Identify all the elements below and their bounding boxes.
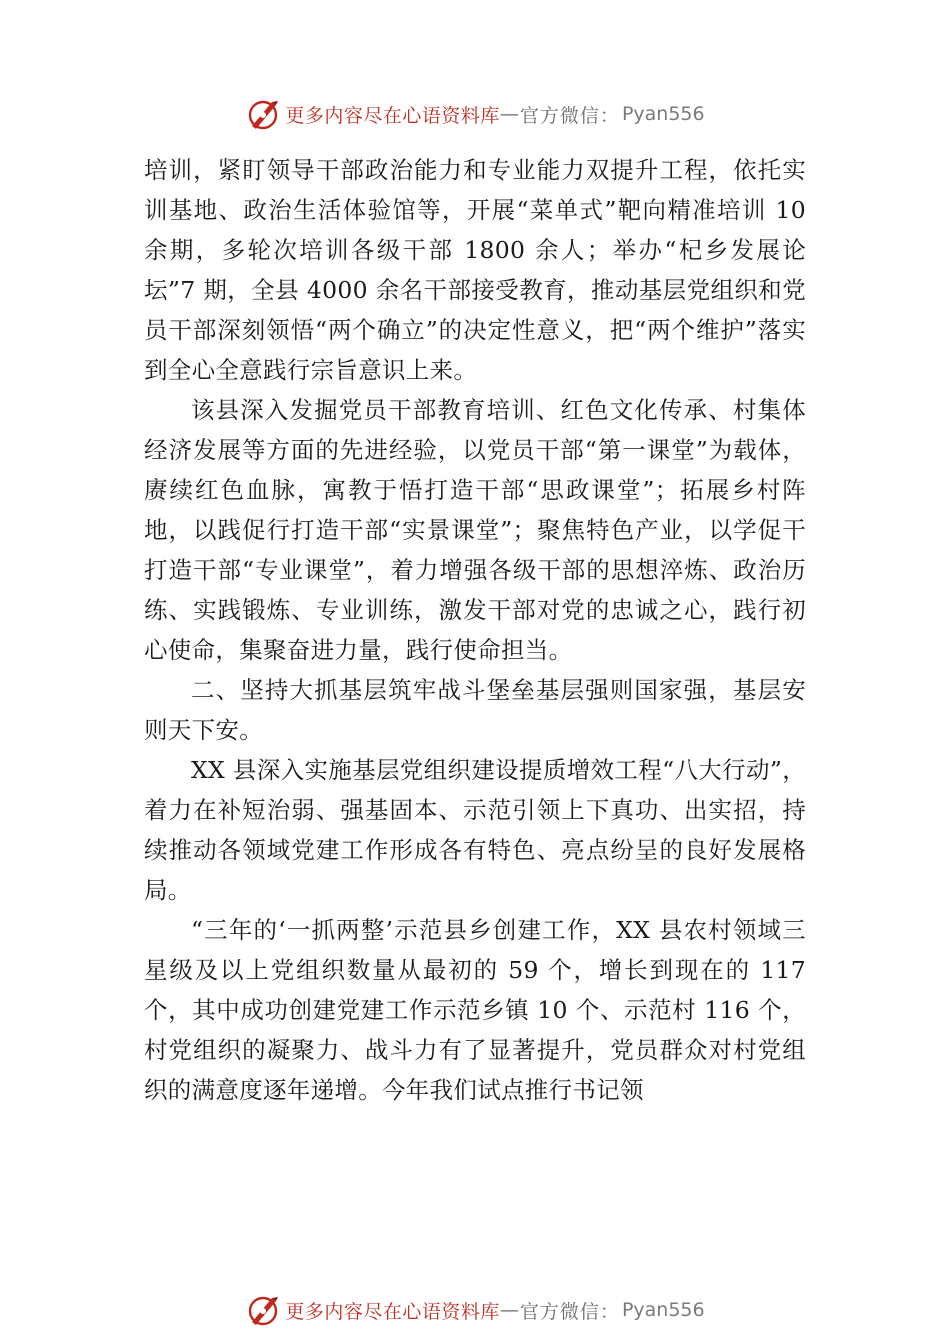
document-body	[144, 150, 806, 1110]
footer-banner-id: Pyan556	[621, 1299, 705, 1321]
paragraph-2: 该县深入发掘党员干部教育培训、红色文化传承、村集体经济发展等方面的先进经验，以党员干部“第一课堂”为载体，赓续红色血脉，寓教于悟打造干部“思政课堂”；拓展乡村阵地，以践促行打造干部“实景课堂”；聚焦特色产业，以学促干打造干部“专业课堂”，着力增强各级干部的思想淬炼、政治历练、实践锻炼、专业训练，激发干部对党的忠诚之心，践行初心使命，集聚奋进力量，践行使命担当。	[144, 396, 806, 664]
paragraph-4: “三年的‘一抓两整’示范县乡创建工作，XX 县农村领域三星级及以上党组织数量从最初的 59 个，增长到现在的 117 个，其中成功创建党建工作示范乡镇 10 个、示范村 116 个，村党组织的凝聚力、战斗力有了显著提升，党员群众对村党组织的满意度逐年递增。今年我们试点推行书记领	[144, 916, 806, 1104]
footer-banner-label: 官方微信：	[519, 1300, 620, 1323]
pen-circle-logo-icon	[245, 96, 281, 132]
header-banner-label: 官方微信：	[519, 104, 620, 127]
section-heading: 二、坚持大抓基层筑牢战斗堡垒基层强则国家强，基层安则天下安。	[144, 676, 806, 744]
header-banner-separator: —	[499, 103, 520, 125]
paragraph-3: XX 县深入实施基层党组织建设提质增效工程“八大行动”，着力在补短治弱、强基固本、示范引领上下真功、出实招，持续推动各领域党建工作形成各有特色、亮点纷呈的良好发展格局。	[144, 756, 806, 904]
footer-banner-separator: —	[499, 1299, 520, 1321]
footer-banner	[0, 1290, 950, 1330]
header-banner-main: 更多内容尽在心语资料库	[285, 104, 500, 127]
paragraph-1: 培训，紧盯领导干部政治能力和专业能力双提升工程，依托实训基地、政治生活体验馆等，开展“菜单式”靶向精准培训 10 余期，多轮次培训各级干部 1800 余人；举办“杞乡发展论坛”7 期，全县 4000 余名干部接受教育，推动基层党组织和党员干部深刻领悟“两个确立”的决定性意义，把“两个维护”落实到全心全意践行宗旨意识上来。	[144, 156, 806, 384]
header-banner-id: Pyan556	[621, 103, 705, 125]
footer-banner-main: 更多内容尽在心语资料库	[285, 1300, 500, 1323]
header-banner	[0, 94, 950, 134]
pen-circle-logo-icon	[245, 1292, 281, 1328]
